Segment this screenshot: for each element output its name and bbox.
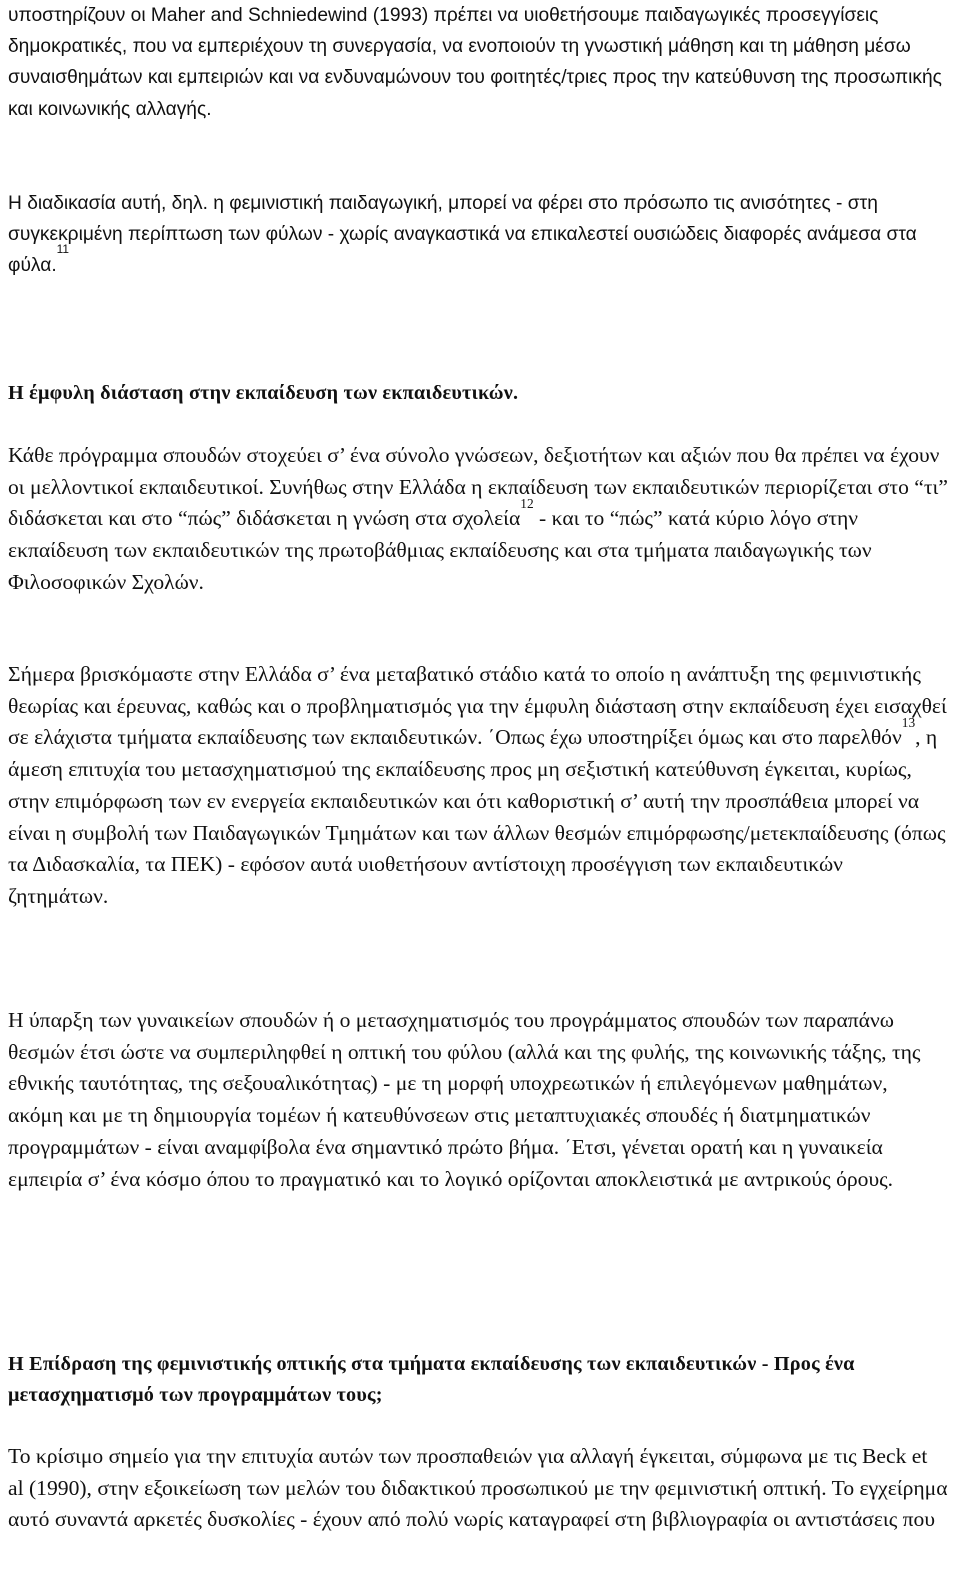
paragraph-feminist-pedagogy: [8, 188, 948, 282]
footnote-ref-11[interactable]: 11: [56, 242, 70, 257]
section-heading-gender-dimension: Η έμφυλη διάσταση στην εκπαίδευση των εκπαιδευτικών.: [8, 382, 519, 404]
paragraph-curriculum: [8, 440, 948, 599]
paragraph-text: Σήμερα βρισκόμαστε στην Ελλάδα σ’ ένα μεταβατικό στάδιο κατά το οποίο η ανάπτυξη της φεμινιστικής θεωρίας και έρευνας, καθώς και ο προβληματισμός για την έμφυλη διάσταση στην εκπαίδευση έχει εισαχθεί σε ελάχιστα τμήματα εκπαίδευσης των εκπαιδευτικών. ΄Οπως έχω υποστηρίξει όμως και στο παρελθόν: [8, 662, 947, 750]
paragraph-text-continued: , η άμεση επιτυχία του μετασχηματισμού της εκπαίδευσης προς μη σεξιστική κατεύθυνση έγκειται, κυρίως, στην επιμόρφωση των εν ενεργεία εκπαιδευτικών και ότι καθοριστική σ’ αυτή την προσπάθεια μπορεί να είναι η συμβολή των Παιδαγωγικών Τμημάτων και των άλλων θεσμών επιμόρφωσης/μετεκπαίδευσης (όπως τα Διδασκαλία, τα ΠΕΚ) - εφόσον αυτά υιοθετήσουν αντίστοιχη προσέγγιση των εκπαιδευτικών ζητημάτων.: [8, 725, 946, 908]
paragraph-democratic-pedagogy: υποστηρίζουν οι Maher and Schniedewind (1993) πρέπει να υιοθετήσουμε παιδαγωγικές προσεγγίσεις δημοκρατικές, που να εμπεριέχουν τη συνεργασία, να ενοποιούν τη γνωστική μάθηση και τη μάθηση μέσω συναισθημάτων και εμπειριών και να ενδυναμώνουν του φοιτητές/τριες προς την κατεύθυνση της προσωπικής και κοινωνικής αλλαγής.: [8, 5, 942, 120]
paragraph-text-continued: - και το “πώς” κατά κύριο λόγο στην εκπαίδευση των εκπαιδευτικών της πρωτοβάθμιας εκπαίδευσης και στα τμήματα παιδαγωγικής των Φιλοσοφικών Σχολών.: [8, 506, 872, 594]
paragraph-critical-point: Το κρίσιμο σημείο για την επιτυχία αυτών των προσπαθειών για αλλαγή έγκειται, σύμφωνα με τις Beck et al (1990), στην εξοικείωση των μελών του διδακτικού προσωπικού με την φεμινιστική οπτική. Το εγχείρημα αυτό συναντά αρκετές δυσκολίες - έχουν από πολύ νωρίς καταγραφεί στη βιβλιογραφία οι αντιστάσεις που: [8, 1444, 948, 1532]
paragraph-transition-stage: [8, 659, 948, 913]
section-heading-feminist-impact: Η Επίδραση της φεμινιστικής οπτικής στα τμήματα εκπαίδευσης των εκπαιδευτικών - Προς ένα μετασχηματισμό των προγραμμάτων τους;: [8, 1353, 855, 1406]
paragraph-text: Κάθε πρόγραμμα σπουδών στοχεύει σ’ ένα σύνολο γνώσεων, δεξιοτήτων και αξιών που θα πρέπει να έχουν οι μελλοντικοί εκπαιδευτικοί. Συνήθως στην Ελλάδα η εκπαίδευση των εκπαιδευτικών περιορίζεται στο “τι” διδάσκεται και στο “πώς” διδάσκεται η γνώση στα σχολεία: [8, 443, 948, 531]
footnote-ref-13[interactable]: 13: [901, 715, 916, 731]
paragraph-womens-studies: Η ύπαρξη των γυναικείων σπουδών ή ο μετασχηματισμός του προγράμματος σπουδών των παραπάνω θεσμών έτσι ώστε να συμπεριληφθεί η οπτική του φύλου (αλλά και της φυλής, της κοινωνικής τάξης, της εθνικής ταυτότητας, της σεξουαλικότητας) - με τη μορφή υποχρεωτικών ή επιλεγόμενων μαθημάτων, ακόμη και με τη δημιουργία τομέων ή κατευθύνσεων στις μεταπτυχιακές σπουδές ή διατμηματικών προγραμμάτων - είναι αναμφίβολα ένα σημαντικό πρώτο βήμα. ΄Ετσι, γένεται ορατή και η γυναικεία εμπειρία σ’ ένα κόσμο όπου το πραγματικό και το λογικό ορίζονται αποκλειστικά με αντρικούς όρους.: [8, 1008, 921, 1191]
footnote-ref-12[interactable]: 12: [520, 496, 534, 512]
paragraph-text: Η διαδικασία αυτή, δηλ. η φεμινιστική παιδαγωγική, μπορεί να φέρει στο πρόσωπο τις ανισότητες - στη συγκεκριμένη περίπτωση των φύλων - χωρίς αναγκαστικά να επικαλεστεί ουσιώδεις διαφορές ανάμεσα στα φύλα.: [8, 193, 917, 277]
